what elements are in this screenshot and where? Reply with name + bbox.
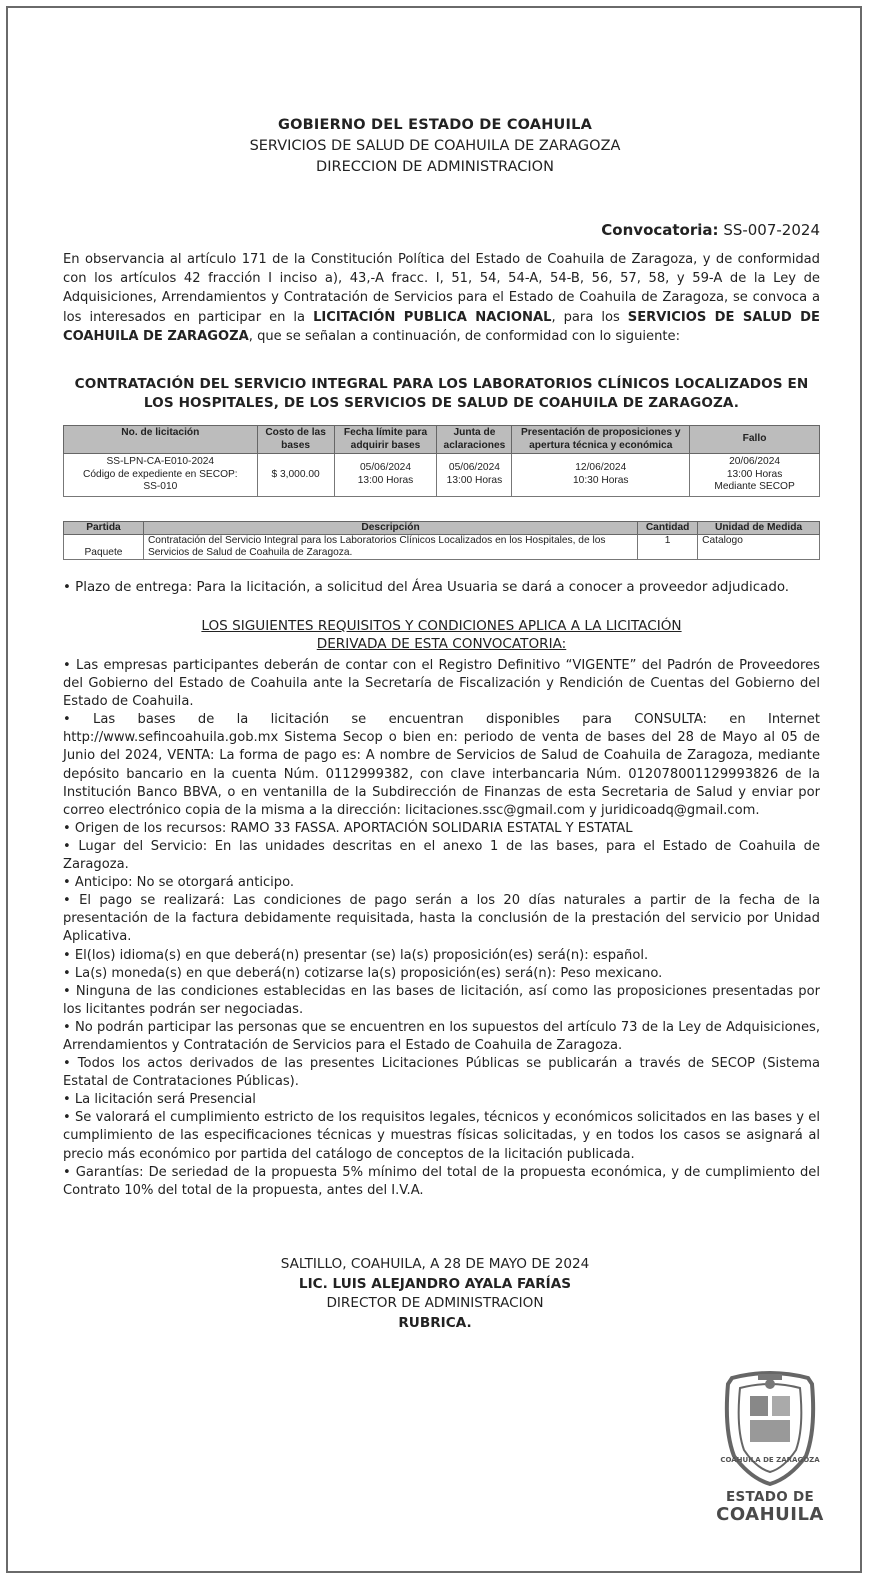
licitacion-table-header xyxy=(64,426,820,454)
fallo-time: 13:00 Horas xyxy=(726,468,783,480)
requirements-title-line1: LOS SIGUIENTES REQUISITOS Y CONDICIONES APLICA A LA LICITACIÓN xyxy=(201,618,682,634)
intro-text-1: En observancia al artículo 171 de la Constitución Política del Estado de Coahuila de Zaragoza, y de conformidad con los artículos 42 fracción I inciso a), 43,-A fracc. I, 51, 54, 54-A, 54-B, 56, 57, 58, y 59-A de la Ley de Adquisiciones, Arrendamientos y Contratación de Servicios para el Estado de Coahuila de Zaragoza, se convoca a los interesados en participar en la xyxy=(63,252,820,325)
cell-fallo xyxy=(690,454,820,497)
cell-fecha-limite xyxy=(334,454,437,497)
header-department: SERVICIOS DE SALUD DE COAHUILA DE ZARAGOZA xyxy=(249,138,621,154)
col-header-costo: Costo de las bases xyxy=(257,426,334,454)
header-direction: DIRECCION DE ADMINISTRACION xyxy=(316,159,554,175)
fallo-note: Mediante SECOP xyxy=(714,481,795,492)
partida-table-header xyxy=(64,522,820,535)
secop-code: SS-010 xyxy=(143,481,178,492)
intro-paragraph xyxy=(63,250,820,346)
col-header-partida: Partida xyxy=(64,522,144,535)
col-header-presentacion: Presentación de proposiciones y apertura técnica y económica xyxy=(512,426,690,454)
list-item: • Todos los actos derivados de las presentes Licitaciones Públicas se publicarán a través de SECOP (Sistema Estatal de Contrataciones Públicas). xyxy=(63,1056,820,1090)
signature-place-date: SALTILLO, COAHUILA, A 28 DE MAYO DE 2024 xyxy=(280,1256,590,1272)
list-item: • Origen de los recursos: RAMO 33 FASSA. APORTACIÓN SOLIDARIA ESTATAL Y ESTATAL xyxy=(63,820,633,836)
list-item: • Se valorará el cumplimiento estricto de los requisitos legales, técnicos y económicos solicitados en las bases y el cumplimiento de las especificaciones técnicas y muestras físicas solicitadas, y en todos los casos se asignará al precio más económico por partida del catálogo de conceptos de la licitación publicada. xyxy=(63,1110,820,1162)
intro-bold-1: LICITACIÓN PUBLICA NACIONAL xyxy=(313,309,552,325)
cell-unidad: Catalogo xyxy=(698,535,820,560)
list-item: • Las empresas participantes deberán de contar con el Registro Definitivo “VIGENTE” del Padrón de Proveedores del Gobierno del Estado de Coahuila ante la Secretaría de Fiscalización y Rendición de Cuentas del Gobierno del Estado de Coahuila. xyxy=(63,658,820,710)
convocatoria-value: SS-007-2024 xyxy=(723,221,820,239)
contract-title: CONTRATACIÓN DEL SERVICIO INTEGRAL PARA LOS LABORATORIOS CLÍNICOS LOCALIZADOS EN LOS HOSPITALES, DE LOS SERVICIOS DE SALUD DE COAHUILA DE ZARAGOZA. xyxy=(74,376,809,411)
cell-licitacion xyxy=(64,454,258,497)
col-header-licitacion: No. de licitación xyxy=(64,426,258,454)
estado-logo xyxy=(712,1490,828,1524)
list-item: • La(s) moneda(s) en que deberá(n) cotizarse la(s) proposición(es) será(n): Peso mexicano. xyxy=(63,965,663,981)
partida-table xyxy=(63,521,820,560)
plazo-text: • Plazo de entrega: Para la licitación, a solicitud del Área Usuaria se dará a conocer a proveedor adjudicado. xyxy=(63,580,790,595)
col-header-descripcion: Descripción xyxy=(143,522,637,535)
cell-costo: $ 3,000.00 xyxy=(257,454,334,497)
secop-code-label: Código de expediente en SECOP: xyxy=(83,468,238,480)
cell-descripcion: Contratación del Servicio Integral para los Laboratorios Clínicos Localizados en los Hospitales, de los Servicios de Salud de Coahuila de Zaragoza. xyxy=(143,535,637,560)
signature-position: DIRECTOR DE ADMINISTRACION xyxy=(326,1295,544,1311)
col-header-cantidad: Cantidad xyxy=(638,522,698,535)
list-item: • La licitación será Presencial xyxy=(63,1092,256,1108)
convocatoria-number xyxy=(601,221,820,239)
coat-of-arms-icon xyxy=(718,1370,822,1486)
intro-text-3: , que se señalan a continuación, de conformidad con lo siguiente: xyxy=(248,328,680,344)
intro-bold-2: SERVICIOS DE SALUD DE COAHUILA DE ZARAGOZA xyxy=(63,309,820,344)
licitacion-table xyxy=(63,425,820,497)
list-item: • El pago se realizará: Las condiciones de pago serán a los 20 días naturales a partir de la fecha de la presentación de la factura debidamente requisitada, hasta la conclusión de la prestación del servicio por Unidad Aplicativa. xyxy=(63,893,820,945)
logo-line2: COAHUILA xyxy=(716,1504,824,1525)
page-header xyxy=(0,115,870,178)
junta-time: 13:00 Horas xyxy=(446,474,503,486)
plazo-entrega xyxy=(63,579,820,597)
fallo-date: 20/06/2024 xyxy=(729,456,781,467)
cell-presentacion xyxy=(512,454,690,497)
fecha-limite-date: 05/06/2024 xyxy=(360,462,411,474)
table-row xyxy=(64,454,820,497)
logo-line1: ESTADO DE xyxy=(725,1489,815,1505)
table-row xyxy=(64,535,820,560)
requirements-title-line2: DERIVADA DE ESTA CONVOCATORIA: xyxy=(316,636,567,652)
cell-junta xyxy=(437,454,512,497)
cell-partida: Paquete xyxy=(64,535,144,560)
licitacion-number: SS-LPN-CA-E010-2024 xyxy=(106,456,215,467)
cell-cantidad: 1 xyxy=(638,535,698,560)
intro-text-2: , para los xyxy=(551,309,628,325)
signature-block xyxy=(0,1255,870,1333)
list-item: • Ninguna de las condiciones establecidas en las bases de licitación, así como las proposiciones presentadas por los licitantes podrán ser negociadas. xyxy=(63,983,820,1017)
list-item: • Garantías: De seriedad de la propuesta 5% mínimo del total de la propuesta económica, y de cumplimiento del Contrato 10% del total de la propuesta, antes del I.V.A. xyxy=(63,1164,820,1198)
convocatoria-label: Convocatoria: xyxy=(601,221,719,239)
fecha-limite-time: 13:00 Horas xyxy=(357,474,414,486)
presentacion-time: 10:30 Horas xyxy=(573,474,629,486)
seal-lettering: COAHUILA DE ZARAGOZA xyxy=(720,1456,820,1464)
header-government: GOBIERNO DEL ESTADO DE COAHUILA xyxy=(278,117,592,133)
col-header-fecha-limite: Fecha límite para adquirir bases xyxy=(334,426,437,454)
signature-rubrica: RUBRICA. xyxy=(398,1314,472,1331)
junta-date: 05/06/2024 xyxy=(448,462,500,474)
list-item: • No podrán participar las personas que se encuentren en los supuestos del artículo 73 de la Ley de Adquisiciones, Arrendamientos y Contratación de Servicios para el Estado de Coahuila de Zaragoza. xyxy=(63,1019,820,1053)
requirements-list xyxy=(63,657,820,1200)
col-header-junta: Junta de aclaraciones xyxy=(437,426,512,454)
col-header-unidad: Unidad de Medida xyxy=(698,522,820,535)
requirements-title xyxy=(63,617,820,653)
list-item: • El(los) idioma(s) en que deberá(n) presentar (se) la(s) proposición(es) será(n): español. xyxy=(63,947,649,963)
list-item: • Anticipo: No se otorgará anticipo. xyxy=(63,875,295,891)
list-item: • Las bases de la licitación se encuentran disponibles para CONSULTA: en Internet http://www.sefincoahuila.gob.mx Sistema Secop o bien en: periodo de venta de bases del 28 de Mayo al 05 de Junio del 2024, VENTA: La forma de pago es: A nombre de Servicios de Salud de Coahuila de Zaragoza, mediante depósito bancario en la cuenta Núm. 0112999382, con clave interbancaria Núm. 012078001129993826 de la Institución Banco BBVA, o en ventanilla de la Subdirección de Finanzas de esta Secretaria de Salud y enviar por correo electrónico copia de la misma a la dirección: licitaciones.ssc@gmail.com y juridicoadq@gmail.com. xyxy=(63,712,820,818)
col-header-fallo: Fallo xyxy=(690,426,820,454)
presentacion-date: 12/06/2024 xyxy=(575,462,627,474)
list-item: • Lugar del Servicio: En las unidades descritas en el anexo 1 de las bases, para el Estado de Coahuila de Zaragoza. xyxy=(63,838,820,873)
signature-name: LIC. LUIS ALEJANDRO AYALA FARÍAS xyxy=(298,1275,572,1292)
